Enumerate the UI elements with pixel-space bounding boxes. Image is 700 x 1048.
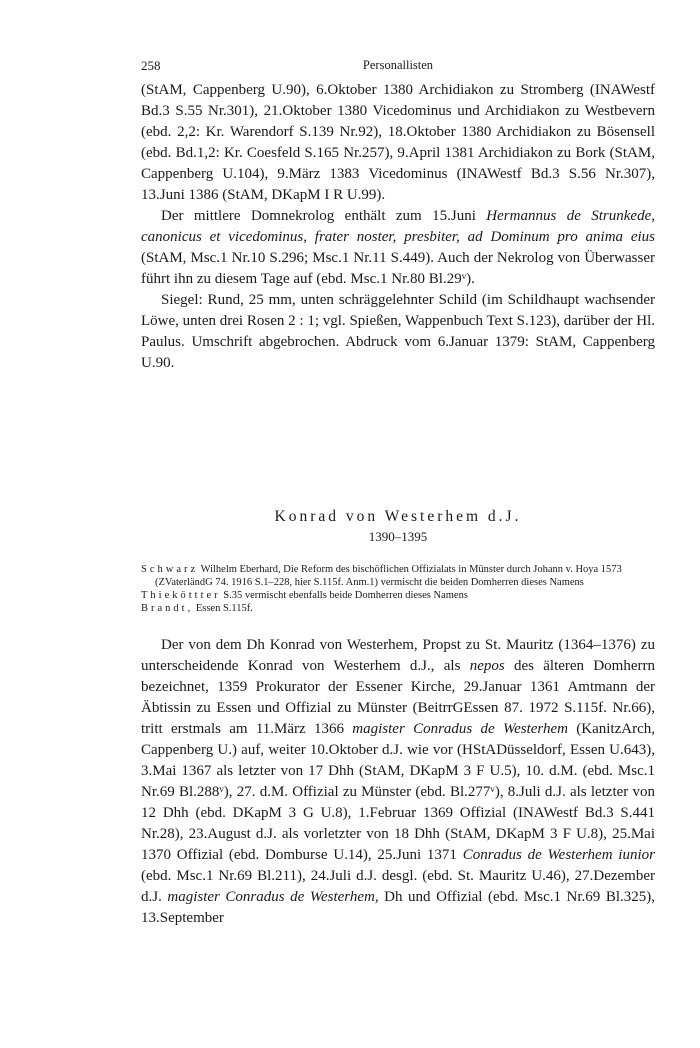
bibliography (141, 563, 655, 615)
intro-paragraph-2: Der mittlere Domnekrolog enthält zum 15.Juni Hermannus de Strunkede, canonicus et vicedominus, frater noster, presbiter, ad Dominum pro anima eius (StAM, Msc.1 Nr.10 S.296; Msc.1 Nr.11 S.449). Auch der Nekrolog von Überwasser führt ihn zu diesem Tage auf (ebd. Msc.1 Nr.80 Bl.29ᵛ). (141, 208, 655, 287)
bibliography-author: Thieköttter (141, 590, 221, 601)
bibliography-author: Brandt, (141, 603, 194, 614)
bibliography-author: Schwarz (141, 564, 199, 575)
text-segment: Dh und Offizial (ebd. Msc.1 Nr.69 Bl.325), 13.September (141, 889, 656, 926)
main-text (141, 635, 655, 929)
page-header (141, 58, 655, 80)
page-number: 258 (141, 58, 161, 73)
intro-text (141, 80, 655, 374)
text-segment: Der von dem Dh Konrad von Westerhem, Propst zu St. Mauritz (1364–1376) zu unterscheidende Konrad von Westerhem d.J., als (141, 637, 655, 674)
intro-paragraph-1: (StAM, Cappenberg U.90), 6.Oktober 1380 Archidiakon zu Stromberg (INAWestf Bd.3 S.55 Nr.301), 21.Oktober 1380 Vicedominus und Archidiakon zu Westbevern (ebd. 2,2: Kr. Warendorf S.139 Nr.92), 18.Oktober 1380 Archidiakon zu Bösensell (ebd. Bd.1,2: Kr. Coesfeld S.165 Nr.257), 9.April 1381 Archidiakon zu Bork (StAM, Cappenberg U.104), 9.März 1383 Vicedominus (INAWestf Bd.3 S.56 Nr.307), 13.Juni 1386 (StAM, DKapM I R U.99). (141, 82, 655, 203)
document-page (141, 58, 655, 929)
text-segment: (KanitzArch, Cappenberg U.) auf, weiter 10.Oktober d.J. wie vor (HStADüsseldorf, Essen U.643), 3.Mai 1367 als letzter von 17 Dhh (StAM, DKapM 3 F U.5), 10. d.M. (ebd. Msc.1 Nr.69 Bl.288ᵛ), 27. d.M. Offizial zu Münster (ebd. Bl.277ᵛ), 8.Juli d.J. als letzter von 12 Dhh (ebd. DKapM 3 G U.8), 1.Februar 1369 Offizial (INAWestf Bd.3 S.441 Nr.28), 23.August d.J. als vorletzter von 18 Dhh (StAM, DKapM 3 F U.8), 25.Mai 1370 Offizial (ebd. Domburse U.14), 25.Juni 1371 (141, 721, 655, 863)
latin-quote: magister Conradus de Westerhem, (167, 889, 379, 905)
bibliography-text: Essen S.115f. (193, 603, 253, 614)
bibliography-text: Wilhelm Eberhard, Die Reform des bischöflichen Offizialats in Münster durch Johann v. Hoya 1573 (ZVaterländG 74. 1916 S.1–228, hier S.115f. Anm.1) vermischt die beiden Domherren dieses Namens (155, 564, 622, 588)
bibliography-text: S.35 vermischt ebenfalls beide Domherren dieses Namens (220, 590, 468, 601)
text-segment: des älteren Domherrn bezeichnet, 1359 Prokurator der Essener Kirche, 29.Januar 1361 Amtmann der Äbtissin zu Essen und Offizial zu Münster (BeitrrGEssen 87. 1972 S.115f. Nr.66), tritt erstmals am 11.März 1366 (141, 658, 655, 737)
necrology-quote: Hermannus de Strunkede, canonicus et vicedominus, frater noster, presbiter, ad Dominum pro anima eius (141, 208, 655, 245)
bibliography-entry (141, 589, 655, 602)
text-segment: (ebd. Msc.1 Nr.69 Bl.211), 24.Juli d.J. desgl. (ebd. St. Mauritz U.46), 27.Dezember d.J. (141, 868, 655, 905)
latin-quote: Conradus de Westerhem iunior (462, 847, 655, 863)
entry-section (141, 506, 655, 929)
main-paragraph (141, 635, 655, 929)
latin-quote: magister Conradus de Westerhem (352, 721, 568, 737)
entry-dates: 1390–1395 (368, 529, 428, 544)
bibliography-entry (141, 602, 655, 615)
seal-paragraph: Siegel: Rund, 25 mm, unten schräggelehnter Schild (im Schildhaupt wachsender Löwe, unten drei Rosen 2 : 1; vgl. Spießen, Wappenbuch Text S.123), darüber der Hl. Paulus. Umschrift abgebrochen. Abdruck vom 6.Januar 1379: StAM, Cappenberg U.90. (141, 292, 655, 371)
entry-title: Konrad von Westerhem d.J. (274, 508, 522, 525)
bibliography-entry (141, 563, 655, 589)
running-title: Personallisten (362, 58, 434, 72)
latin-quote: nepos (469, 658, 505, 674)
